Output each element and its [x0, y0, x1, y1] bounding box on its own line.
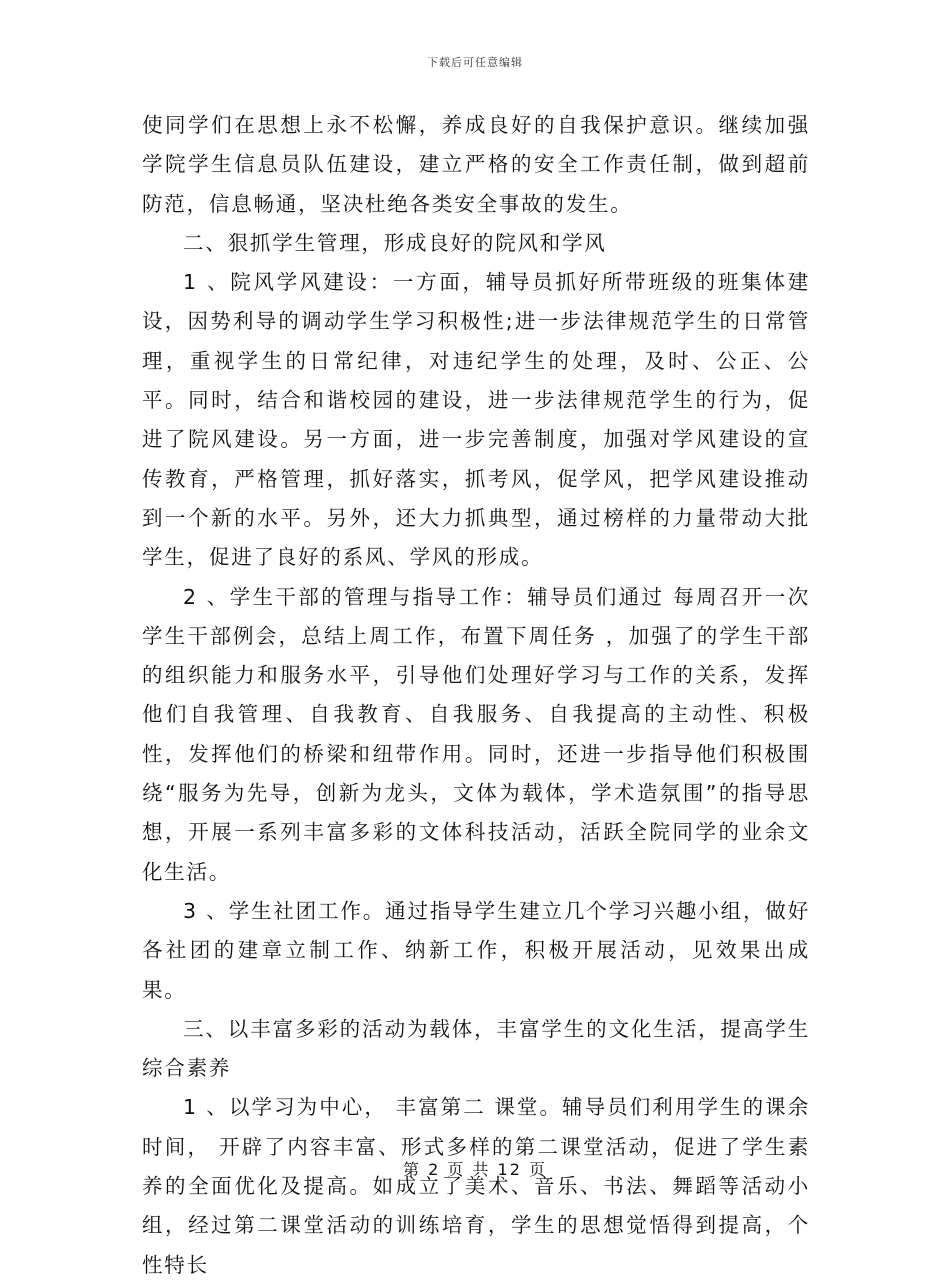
paragraph-cadre-management: 2 、学生干部的管理与指导工作：辅导员们通过 每周召开一次学生干部例会，总结上周工作，布置下周任务 ，加强了的学生干部的组织能力和服务水平，引导他们处理好学习与工作的关系，发挥他们自我管理、自我教育、自我服务、自我提高的主动性、积极性，发挥他们的桥梁和纽带作用。同时，还进一步指导他们积极围绕“服务为先导，创新为龙头，文体为载体，学术造氛围”的指导思想，开展一系列丰富多彩的文体科技活动，活跃全院同学的业余文化生活。 [142, 584, 810, 884]
paragraph-student-clubs: 3 、学生社团工作。通过指导学生建立几个学习兴趣小组，做好各社团的建章立制工作、纳新工作，积极开展活动，见效果出成果。 [142, 898, 810, 1002]
section-heading-student-management: 二、狠抓学生管理，形成良好的院风和学风 [183, 230, 607, 255]
page-header: 下载后可任意编辑 [427, 56, 523, 69]
paragraph-style-construction: 1 、院风学风建设：一方面，辅导员抓好所带班级的班集体建设，因势利导的调动学生学习积极性;进一步法律规范学生的日常管理，重视学生的日常纪律，对违纪学生的处理，及时、公正、公平。同时，结合和谐校园的建设，进一步法律规范学生的行为，促进了院风建设。另一方面，进一步完善制度，加强对学风建设的宣传教育，严格管理，抓好落实，抓考风，促学风，把学风建设推动到一个新的水平。另外，还大力抓典型，通过榜样的力量带动大批学生，促进了良好的系风、学风的形成。 [142, 270, 810, 570]
document-body [142, 106, 810, 1285]
page-number: 第 2 页 共 12 页 [403, 1160, 547, 1179]
paragraph-safety-continued: 使同学们在思想上永不松懈，养成良好的自我保护意识。继续加强学院学生信息员队伍建设，建立严格的安全工作责任制，做到超前防范，信息畅通，坚决杜绝各类安全事故的发生。 [142, 113, 810, 216]
paragraph-second-classroom: 1 、以学习为中心， 丰富第二 课堂。辅导员们利用学生的课余时间， 开辟了内容丰富、形式多样的第二课堂活动，促进了学生素养的全面优化及提高。如成立了美术、音乐、书法、舞蹈等活动小组，经过第二课堂活动的训练培育，学生的思想觉悟得到提高，个性特长 [142, 1095, 810, 1277]
section-heading-activities: 三、以丰富多彩的活动为载体，丰富学生的文化生活，提高学生综合素养 [142, 1016, 810, 1081]
